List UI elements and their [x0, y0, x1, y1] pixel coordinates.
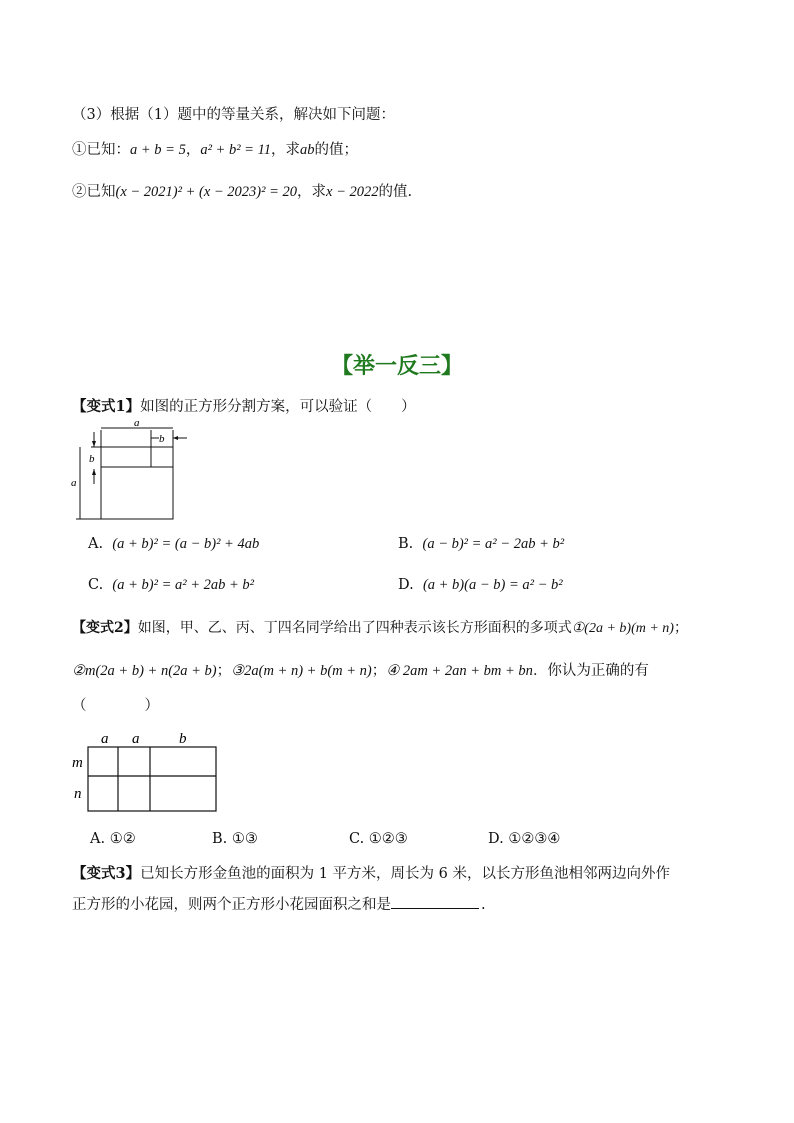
option-letter: A.	[90, 831, 106, 847]
option-text: ①③	[231, 831, 258, 847]
part3-question-1	[72, 138, 358, 159]
option-letter: D.	[398, 577, 414, 593]
option-letter: A.	[88, 536, 104, 552]
v2-option-b[interactable]	[212, 831, 258, 847]
v2-option-a[interactable]	[90, 831, 136, 847]
q1-prefix: ①已知：	[72, 142, 130, 158]
v2-row2-label: n	[74, 786, 82, 802]
v3-answer-blank[interactable]	[391, 894, 479, 909]
v2-paren: （ ）	[72, 698, 159, 714]
v1-outer-square	[101, 447, 173, 519]
v2-option-c[interactable]	[349, 831, 408, 847]
v3-line1	[72, 862, 670, 883]
v1-arrow-b-left2	[92, 469, 96, 475]
v1-label-b-top: b	[159, 433, 165, 445]
v2-expr4: ④ 2am + 2an + bm + bn	[386, 663, 533, 679]
v3-line2	[72, 893, 486, 914]
v2-text: 如图，甲、乙、丙、丁四名同学给出了四种表示该长方形面积的多项式	[137, 620, 572, 636]
v1-question	[72, 395, 416, 416]
part3-intro: （3）根据（1）题中的等量关系，解决如下问题：	[72, 107, 395, 123]
v2-rect-figure	[68, 728, 223, 818]
v1-label-a-top: a	[134, 417, 140, 429]
v2-outer-rect	[88, 747, 216, 811]
v2-sep2: ；	[216, 663, 232, 679]
v2-sep3: ；	[371, 663, 387, 679]
q1-eq1: a + b = 5	[130, 142, 186, 158]
v1-text: 如图的正方形分割方案，可以验证（ ）	[140, 399, 416, 415]
v2-expr3: ③2a(m + n) + b(m + n)	[231, 663, 372, 679]
v2-col2-label: a	[132, 731, 140, 747]
section-heading: 【举一反三】	[330, 354, 463, 379]
v1-option-c[interactable]	[88, 577, 254, 594]
v2-expr2: ②m(2a + b) + n(2a + b)	[72, 663, 217, 679]
v3-label: 【变式3】	[72, 865, 141, 882]
v2-col3-label: b	[179, 731, 187, 747]
q2-prefix: ②已知	[72, 184, 116, 200]
option-letter: C.	[88, 577, 104, 593]
part3-question-2	[72, 180, 412, 201]
option-expr: (a − b)² = a² − 2ab + b²	[422, 536, 565, 552]
q1-eq2: a² + b² = 11	[200, 142, 272, 158]
v2-line1	[72, 617, 688, 637]
v2-end1: ；	[673, 620, 688, 636]
v1-label-b-left: b	[89, 453, 95, 465]
v1-label: 【变式1】	[72, 398, 141, 415]
v1-arrow-b	[173, 436, 178, 440]
v3-end: .	[481, 897, 486, 913]
v2-tail: ．你认为正确的有	[532, 663, 649, 679]
q2-expr: x − 2022	[326, 184, 379, 200]
v3-text1: 已知长方形金鱼池的面积为 1 平方米，周长为 6 米，以长方形鱼池相邻两边向外作	[140, 866, 670, 882]
v1-option-b[interactable]	[398, 536, 564, 553]
v2-row1-label: m	[72, 755, 83, 771]
v1-arrow-b-left	[92, 441, 96, 447]
option-text: ①②③④	[508, 831, 561, 847]
v2-col1-label: a	[101, 731, 109, 747]
v3-text2: 正方形的小花园，则两个正方形小花园面积之和是	[72, 897, 391, 913]
q1-mid: ，求	[271, 142, 301, 158]
option-letter: D.	[488, 831, 504, 847]
option-letter: C.	[349, 831, 365, 847]
v2-line2	[72, 659, 649, 680]
option-expr: (a + b)² = a² + 2ab + b²	[112, 577, 254, 593]
v1-option-d[interactable]	[398, 577, 563, 594]
option-expr: (a + b)² = (a − b)² + 4ab	[112, 536, 260, 552]
v2-label: 【变式2】	[72, 620, 138, 636]
v2-expr1: ①(2a + b)(m + n)	[571, 621, 674, 636]
option-text: ①②	[109, 831, 136, 847]
q1-suffix: 的值；	[314, 142, 359, 158]
v1-label-a-left: a	[71, 477, 77, 489]
v1-square-figure	[62, 414, 197, 524]
q1-var: ab	[300, 142, 315, 158]
option-text: ①②③	[368, 831, 408, 847]
option-letter: B.	[398, 536, 414, 552]
q1-sep: ，	[185, 142, 201, 158]
v1-option-a[interactable]	[88, 536, 259, 553]
option-letter: B.	[212, 831, 228, 847]
v2-option-d[interactable]	[488, 831, 560, 847]
q2-mid: ，求	[297, 184, 327, 200]
option-expr: (a + b)(a − b) = a² − b²	[422, 577, 563, 593]
q2-eq: (x − 2021)² + (x − 2023)² = 20	[115, 184, 298, 200]
q2-suffix: 的值.	[378, 184, 413, 200]
